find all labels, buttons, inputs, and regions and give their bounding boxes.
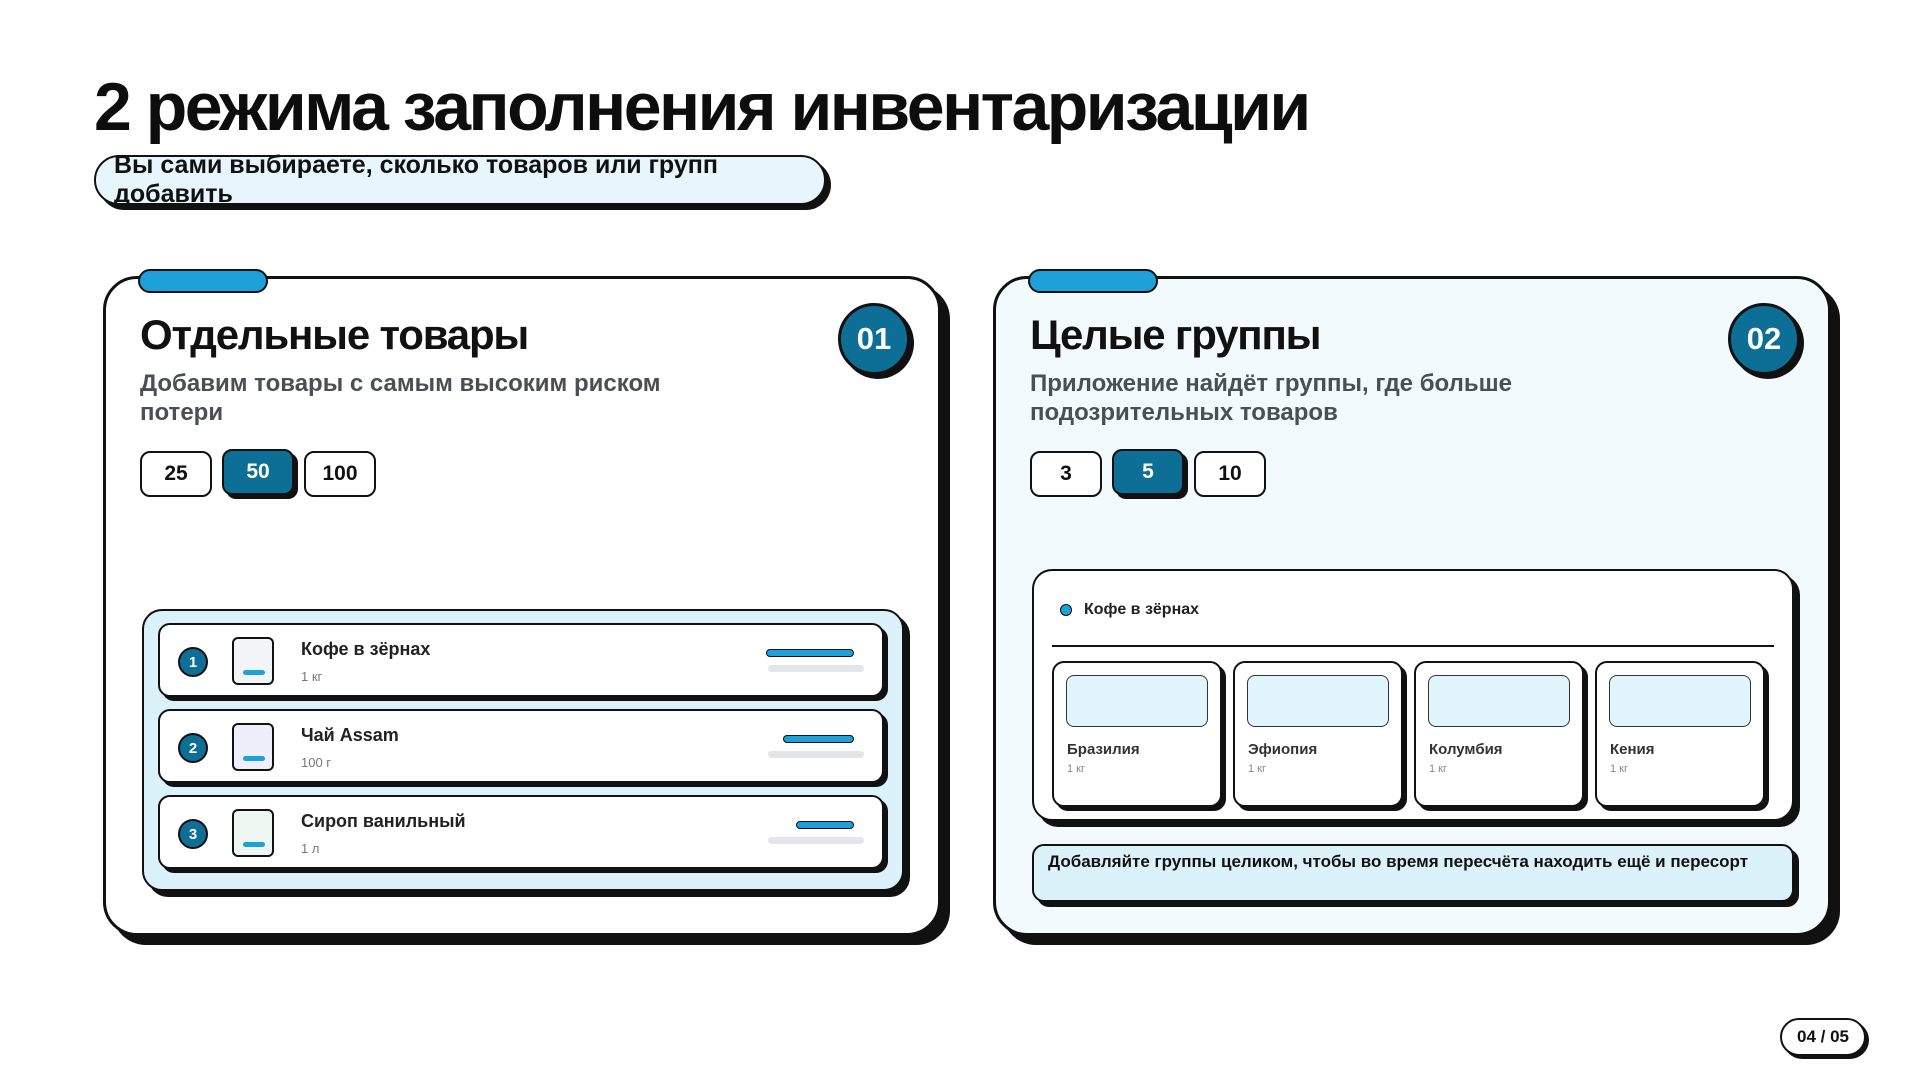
mode-number-badge: 01: [838, 303, 910, 375]
item-index: 2: [178, 733, 208, 763]
item-index: 1: [178, 647, 208, 677]
product-thumbnail-icon: [232, 723, 274, 771]
count-option-100[interactable]: 100: [304, 451, 376, 497]
list-item[interactable]: [158, 623, 884, 697]
count-option-5[interactable]: 5: [1112, 449, 1184, 495]
risk-track: [768, 751, 864, 758]
page-title: 2 режима заполнения инвентаризации: [94, 69, 1309, 145]
card-tab-decoration: [138, 269, 268, 293]
mode-card-whole-groups: [993, 276, 1831, 936]
group-items: [1052, 661, 1765, 807]
group-item-card[interactable]: [1233, 661, 1403, 807]
item-list: [142, 609, 904, 891]
risk-bar: [766, 649, 854, 657]
group-header[interactable]: [1060, 601, 1199, 619]
card-tab-decoration: [1028, 269, 1158, 293]
group-item-card[interactable]: [1595, 661, 1765, 807]
group-item-qty: 1 кг: [1248, 763, 1266, 775]
group-item-qty: 1 кг: [1610, 763, 1628, 775]
product-image-icon: [1609, 675, 1751, 727]
card-title: Целые группы: [1030, 311, 1321, 358]
list-item[interactable]: [158, 709, 884, 783]
product-image-icon: [1066, 675, 1208, 727]
product-thumbnail-icon: [232, 809, 274, 857]
risk-track: [768, 837, 864, 844]
group-item-card[interactable]: [1052, 661, 1222, 807]
page-counter: 04 / 05: [1780, 1018, 1866, 1056]
group-item-name: Эфиопия: [1248, 741, 1318, 758]
group-item-card[interactable]: [1414, 661, 1584, 807]
item-name: Чай Assam: [301, 725, 399, 745]
group-item-name: Колумбия: [1429, 741, 1503, 758]
product-image-icon: [1428, 675, 1570, 727]
risk-track: [768, 665, 864, 672]
group-item-qty: 1 кг: [1429, 763, 1447, 775]
risk-bar: [783, 735, 854, 743]
risk-bar: [796, 821, 854, 829]
item-name: Кофе в зёрнах: [301, 639, 431, 659]
item-qty: 100 г: [301, 755, 332, 770]
group-item-name: Бразилия: [1067, 741, 1140, 758]
group-item-qty: 1 кг: [1067, 763, 1085, 775]
card-description: Добавим товары с самым высоким риском потери: [140, 370, 661, 426]
item-qty: 1 кг: [301, 669, 323, 684]
group-dot-icon: [1060, 604, 1072, 616]
card-title: Отдельные товары: [140, 311, 529, 358]
group-panel: [1032, 569, 1794, 821]
item-qty: 1 л: [301, 841, 320, 856]
product-thumbnail-icon: [232, 637, 274, 685]
item-index: 3: [178, 819, 208, 849]
divider: [1052, 645, 1774, 647]
group-item-name: Кения: [1610, 741, 1655, 758]
count-options: [140, 451, 376, 497]
item-name: Сироп ванильный: [301, 811, 466, 831]
count-options: [1030, 451, 1266, 497]
mode-number-badge: 02: [1728, 303, 1800, 375]
info-note: Добавляйте группы целиком, чтобы во время пересчёта находить ещё и пересорт: [1032, 844, 1794, 902]
count-option-50[interactable]: 50: [222, 449, 294, 495]
list-item[interactable]: [158, 795, 884, 869]
count-option-3[interactable]: 3: [1030, 451, 1102, 497]
count-option-10[interactable]: 10: [1194, 451, 1266, 497]
card-description: Приложение найдёт группы, где больше подозрительных товаров: [1030, 370, 1512, 426]
product-image-icon: [1247, 675, 1389, 727]
group-name: Кофе в зёрнах: [1084, 601, 1200, 618]
mode-card-individual-items: [103, 276, 941, 936]
subtitle-pill: Вы сами выбираете, сколько товаров или групп добавить: [94, 155, 826, 205]
count-option-25[interactable]: 25: [140, 451, 212, 497]
